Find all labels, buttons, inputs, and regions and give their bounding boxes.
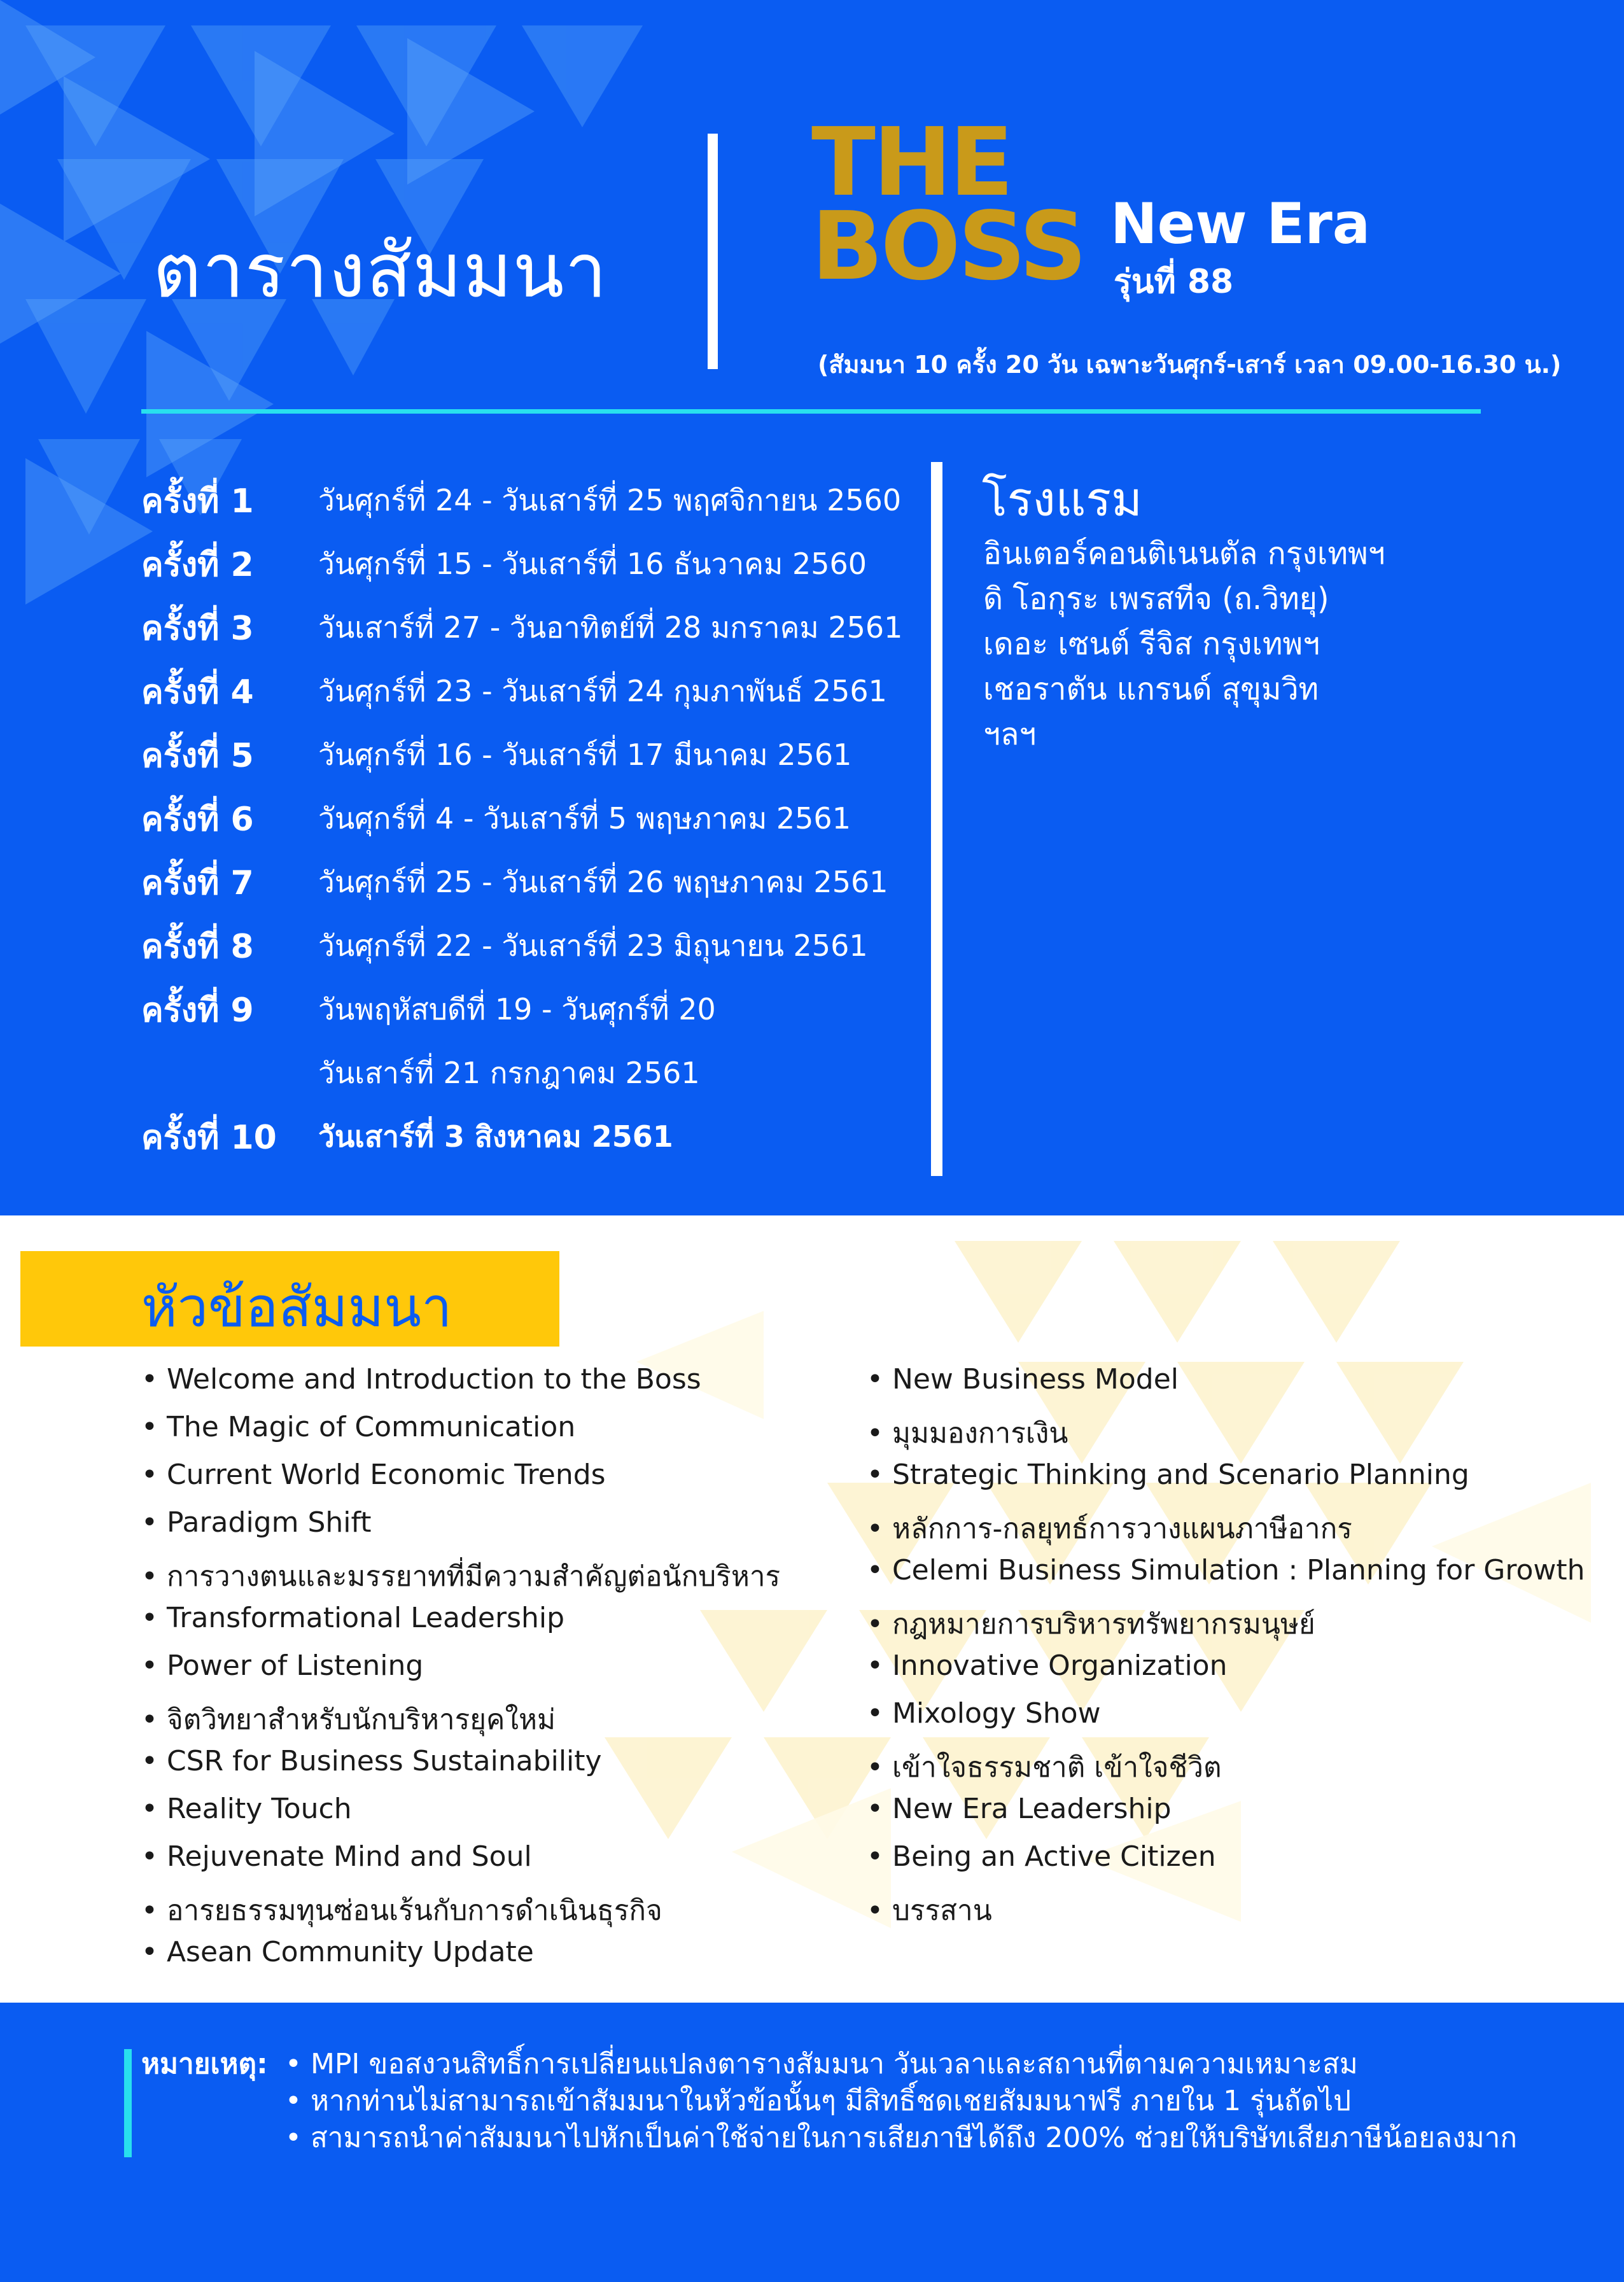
session-date: วันพฤหัสบดีที่ 19 - วันศุกร์ที่ 20	[318, 992, 716, 1026]
session-date: วันศุกร์ที่ 4 - วันเสาร์ที่ 5 พฤษภาคม 2561	[318, 801, 851, 836]
topic-item: • Being an Active Citizen	[867, 1840, 1216, 1873]
session-label: ครั้งที่ 8	[141, 928, 254, 966]
session-label: ครั้งที่ 5	[141, 737, 254, 775]
session-date: วันศุกร์ที่ 15 - วันเสาร์ที่ 16 ธันวาคม 2560	[318, 547, 867, 581]
topic-item: • Power of Listening	[141, 1649, 424, 1682]
session-date: วันเสาร์ที่ 27 - วันอาทิตย์ที่ 28 มกราคม 2561	[318, 610, 903, 645]
session-date: วันศุกร์ที่ 23 - วันเสาร์ที่ 24 กุมภาพันธ์ 2561	[318, 674, 887, 708]
topic-item: • CSR for Business Sustainability	[141, 1745, 602, 1777]
note-item: • หากท่านไม่สามารถเข้าสัมมนาในหัวข้อนั้นๆ มีสิทธิ์ชดเชยสัมมนาฟรี ภายใน 1 รุ่นถัดไป	[285, 2085, 1352, 2117]
session-date: วันศุกร์ที่ 25 - วันเสาร์ที่ 26 พฤษภาคม 2561	[318, 865, 888, 899]
topic-item: • Rejuvenate Mind and Soul	[141, 1840, 532, 1873]
session-label: ครั้งที่ 4	[141, 673, 254, 711]
seminar-summary-note: (สัมมนา 10 ครั้ง 20 วัน เฉพาะวันศุกร์-เสาร์ เวลา 09.00-16.30 น.)	[818, 351, 1562, 379]
session-label: ครั้งที่ 1	[141, 482, 254, 521]
topic-item: • การวางตนและมรรยาทที่มีความสำคัญต่อนักบริหาร	[141, 1560, 781, 1593]
hotel-item: ฯลฯ	[983, 717, 1037, 752]
brand-logo-boss: BOSS	[811, 192, 1085, 301]
topic-item: • มุมมองการเงิน	[867, 1417, 1068, 1450]
topic-item: • Innovative Organization	[867, 1649, 1228, 1682]
topic-item: • Mixology Show	[867, 1697, 1101, 1730]
hotel-item: เดอะ เซนต์ รีจิส กรุงเทพฯ	[983, 626, 1320, 662]
session-date: วันศุกร์ที่ 24 - วันเสาร์ที่ 25 พฤศจิกายน 2560	[318, 483, 902, 517]
topic-item: • Strategic Thinking and Scenario Planning	[867, 1459, 1469, 1491]
session-label: ครั้งที่ 6	[141, 801, 254, 839]
topic-item: • New Business Model	[867, 1363, 1179, 1396]
brand-logo-the: THE	[811, 108, 1011, 217]
session-label: ครั้งที่ 3	[141, 610, 254, 648]
topic-item: • Welcome and Introduction to the Boss	[141, 1363, 701, 1396]
topic-item: • The Magic of Communication	[141, 1411, 576, 1443]
session-date: วันเสาร์ที่ 3 สิงหาคม 2561	[318, 1119, 673, 1154]
section-divider	[141, 409, 1481, 414]
hotel-heading: โรงแรม	[982, 472, 1142, 527]
topic-item: • จิตวิทยาสำหรับนักบริหารยุคใหม่	[141, 1704, 556, 1736]
topic-item: • เข้าใจธรรมชาติ เข้าใจชีวิต	[867, 1751, 1222, 1784]
title-divider	[708, 134, 718, 369]
topic-item: • Transformational Leadership	[141, 1602, 565, 1634]
brand-generation: รุ่นที่ 88	[1114, 263, 1234, 301]
topic-item: • Current World Economic Trends	[141, 1459, 606, 1491]
topic-item: • หลักการ-กลยุทธ์การวางแผนภาษีอากร	[867, 1513, 1352, 1545]
brand-subtitle-era: New Era	[1110, 191, 1371, 256]
session-label: ครั้งที่ 7	[141, 864, 254, 902]
topic-item: • บรรสาน	[867, 1894, 992, 1927]
session-label: ครั้งที่ 10	[141, 1119, 277, 1157]
page-title: ตารางสัมมนา	[153, 227, 608, 314]
session-date: วันศุกร์ที่ 16 - วันเสาร์ที่ 17 มีนาคม 2561	[318, 738, 852, 772]
session-label: ครั้งที่ 2	[141, 546, 254, 584]
hotel-item: เชอราตัน แกรนด์ สุขุมวิท	[983, 671, 1319, 707]
topic-item: • Celemi Business Simulation : Planning for Growth	[867, 1554, 1585, 1586]
topic-item: • Paradigm Shift	[141, 1506, 372, 1539]
note-item: • สามารถนำค่าสัมมนาไปหักเป็นค่าใช้จ่ายในการเสียภาษีได้ถึง 200% ช่วยให้บริษัทเสียภาษีน้อยลงมาก	[285, 2122, 1517, 2154]
notes-accent-bar	[124, 2049, 132, 2157]
topic-item: • อารยธรรมทุนซ่อนเร้นกับการดำเนินธุรกิจ	[141, 1894, 662, 1927]
topic-item: • Reality Touch	[141, 1793, 352, 1825]
note-item: • MPI ขอสงวนสิทธิ์การเปลี่ยนแปลงตารางสัมมนา วันเวลาและสถานที่ตามความเหมาะสม	[285, 2048, 1358, 2080]
hotel-item: อินเตอร์คอนติเนนตัล กรุงเทพฯ	[983, 536, 1385, 571]
column-divider	[931, 462, 942, 1176]
topic-item: • New Era Leadership	[867, 1793, 1172, 1825]
session-label: ครั้งที่ 9	[141, 991, 254, 1030]
session-date: วันเสาร์ที่ 21 กรกฎาคม 2561	[318, 1056, 700, 1090]
notes-label: หมายเหตุ:	[141, 2048, 268, 2080]
topic-heading: หัวข้อสัมมนา	[141, 1276, 452, 1340]
topic-item: • กฎหมายการบริหารทรัพยากรมนุษย์	[867, 1608, 1315, 1641]
session-date: วันศุกร์ที่ 22 - วันเสาร์ที่ 23 มิถุนายน 2561	[318, 928, 868, 963]
topic-item: • Asean Community Update	[141, 1936, 534, 1968]
hotel-item: ดิ โอกุระ เพรสทีจ (ถ.วิทยุ)	[983, 581, 1329, 617]
